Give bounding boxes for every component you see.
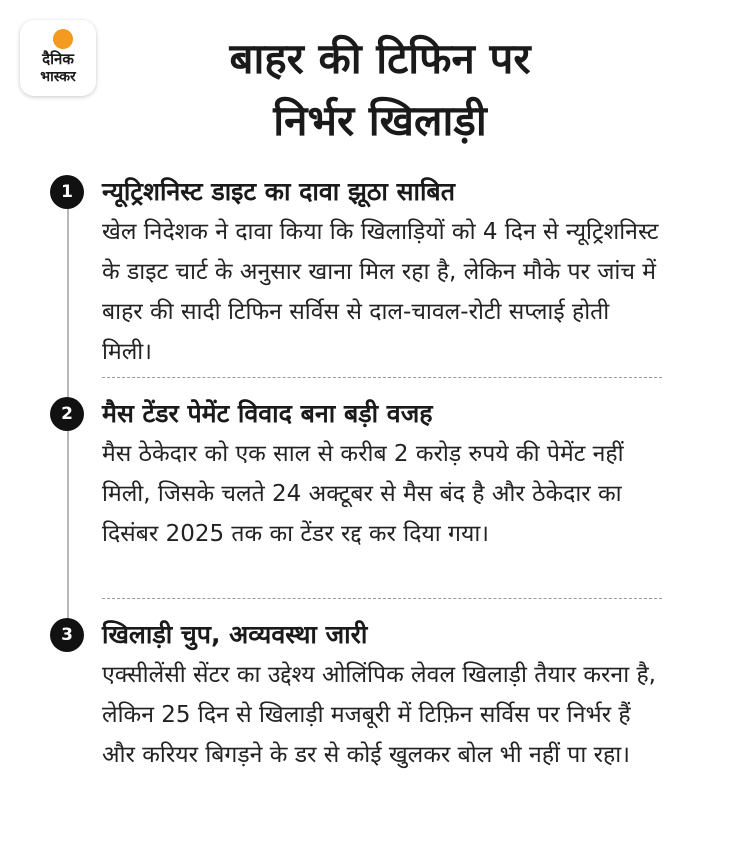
- page-title: [110, 28, 650, 152]
- number-badge: 1: [50, 175, 84, 209]
- title-line1: बाहर की टिफिन पर: [229, 34, 531, 83]
- divider: [102, 598, 662, 599]
- number-badge: 3: [50, 618, 84, 652]
- sun-icon: [53, 29, 73, 49]
- brand-logo: [20, 20, 96, 96]
- title-line2: निर्भर खिलाड़ी: [273, 96, 487, 145]
- point-heading: मैस टेंडर पेमेंट विवाद बना बड़ी वजह: [102, 399, 433, 428]
- divider: [102, 377, 662, 378]
- point-text: एक्सीलेंसी सेंटर का उद्देश्य ओलिंपिक लेवल खिलाड़ी तैयार करना है, लेकिन 25 दिन से खिलाड़ी मजबूरी में टिफ़िन सर्विस पर निर्भर हैं और करियर बिगड़ने के डर से कोई खुलकर बोल भी नहीं पा रहा।: [102, 662, 656, 768]
- point-heading: खिलाड़ी चुप, अव्यवस्था जारी: [102, 620, 368, 649]
- brand-name-line2: भास्कर: [40, 69, 76, 85]
- point-text: खेल निदेशक ने दावा किया कि खिलाड़ियों को 4 दिन से न्यूट्रिशनिस्ट के डाइट चार्ट के अनुसार खाना मिल रहा है, लेकिन मौके पर जांच में बाहर की सादी टिफिन सर्विस से दाल-चावल-रोटी सप्लाई होती मिली।: [102, 219, 659, 365]
- point-heading: न्यूट्रिशनिस्ट डाइट का दावा झूठा साबित: [102, 177, 455, 206]
- point-text: मैस ठेकेदार को एक साल से करीब 2 करोड़ रुपये की पेमेंट नहीं मिली, जिसके चलते 24 अक्टूबर से मैस बंद है और ठेकेदार का दिसंबर 2025 तक का टेंडर रद्द कर दिया गया।: [102, 441, 624, 547]
- number-badge: 2: [50, 397, 84, 431]
- brand-name-line1: दैनिक: [42, 50, 74, 68]
